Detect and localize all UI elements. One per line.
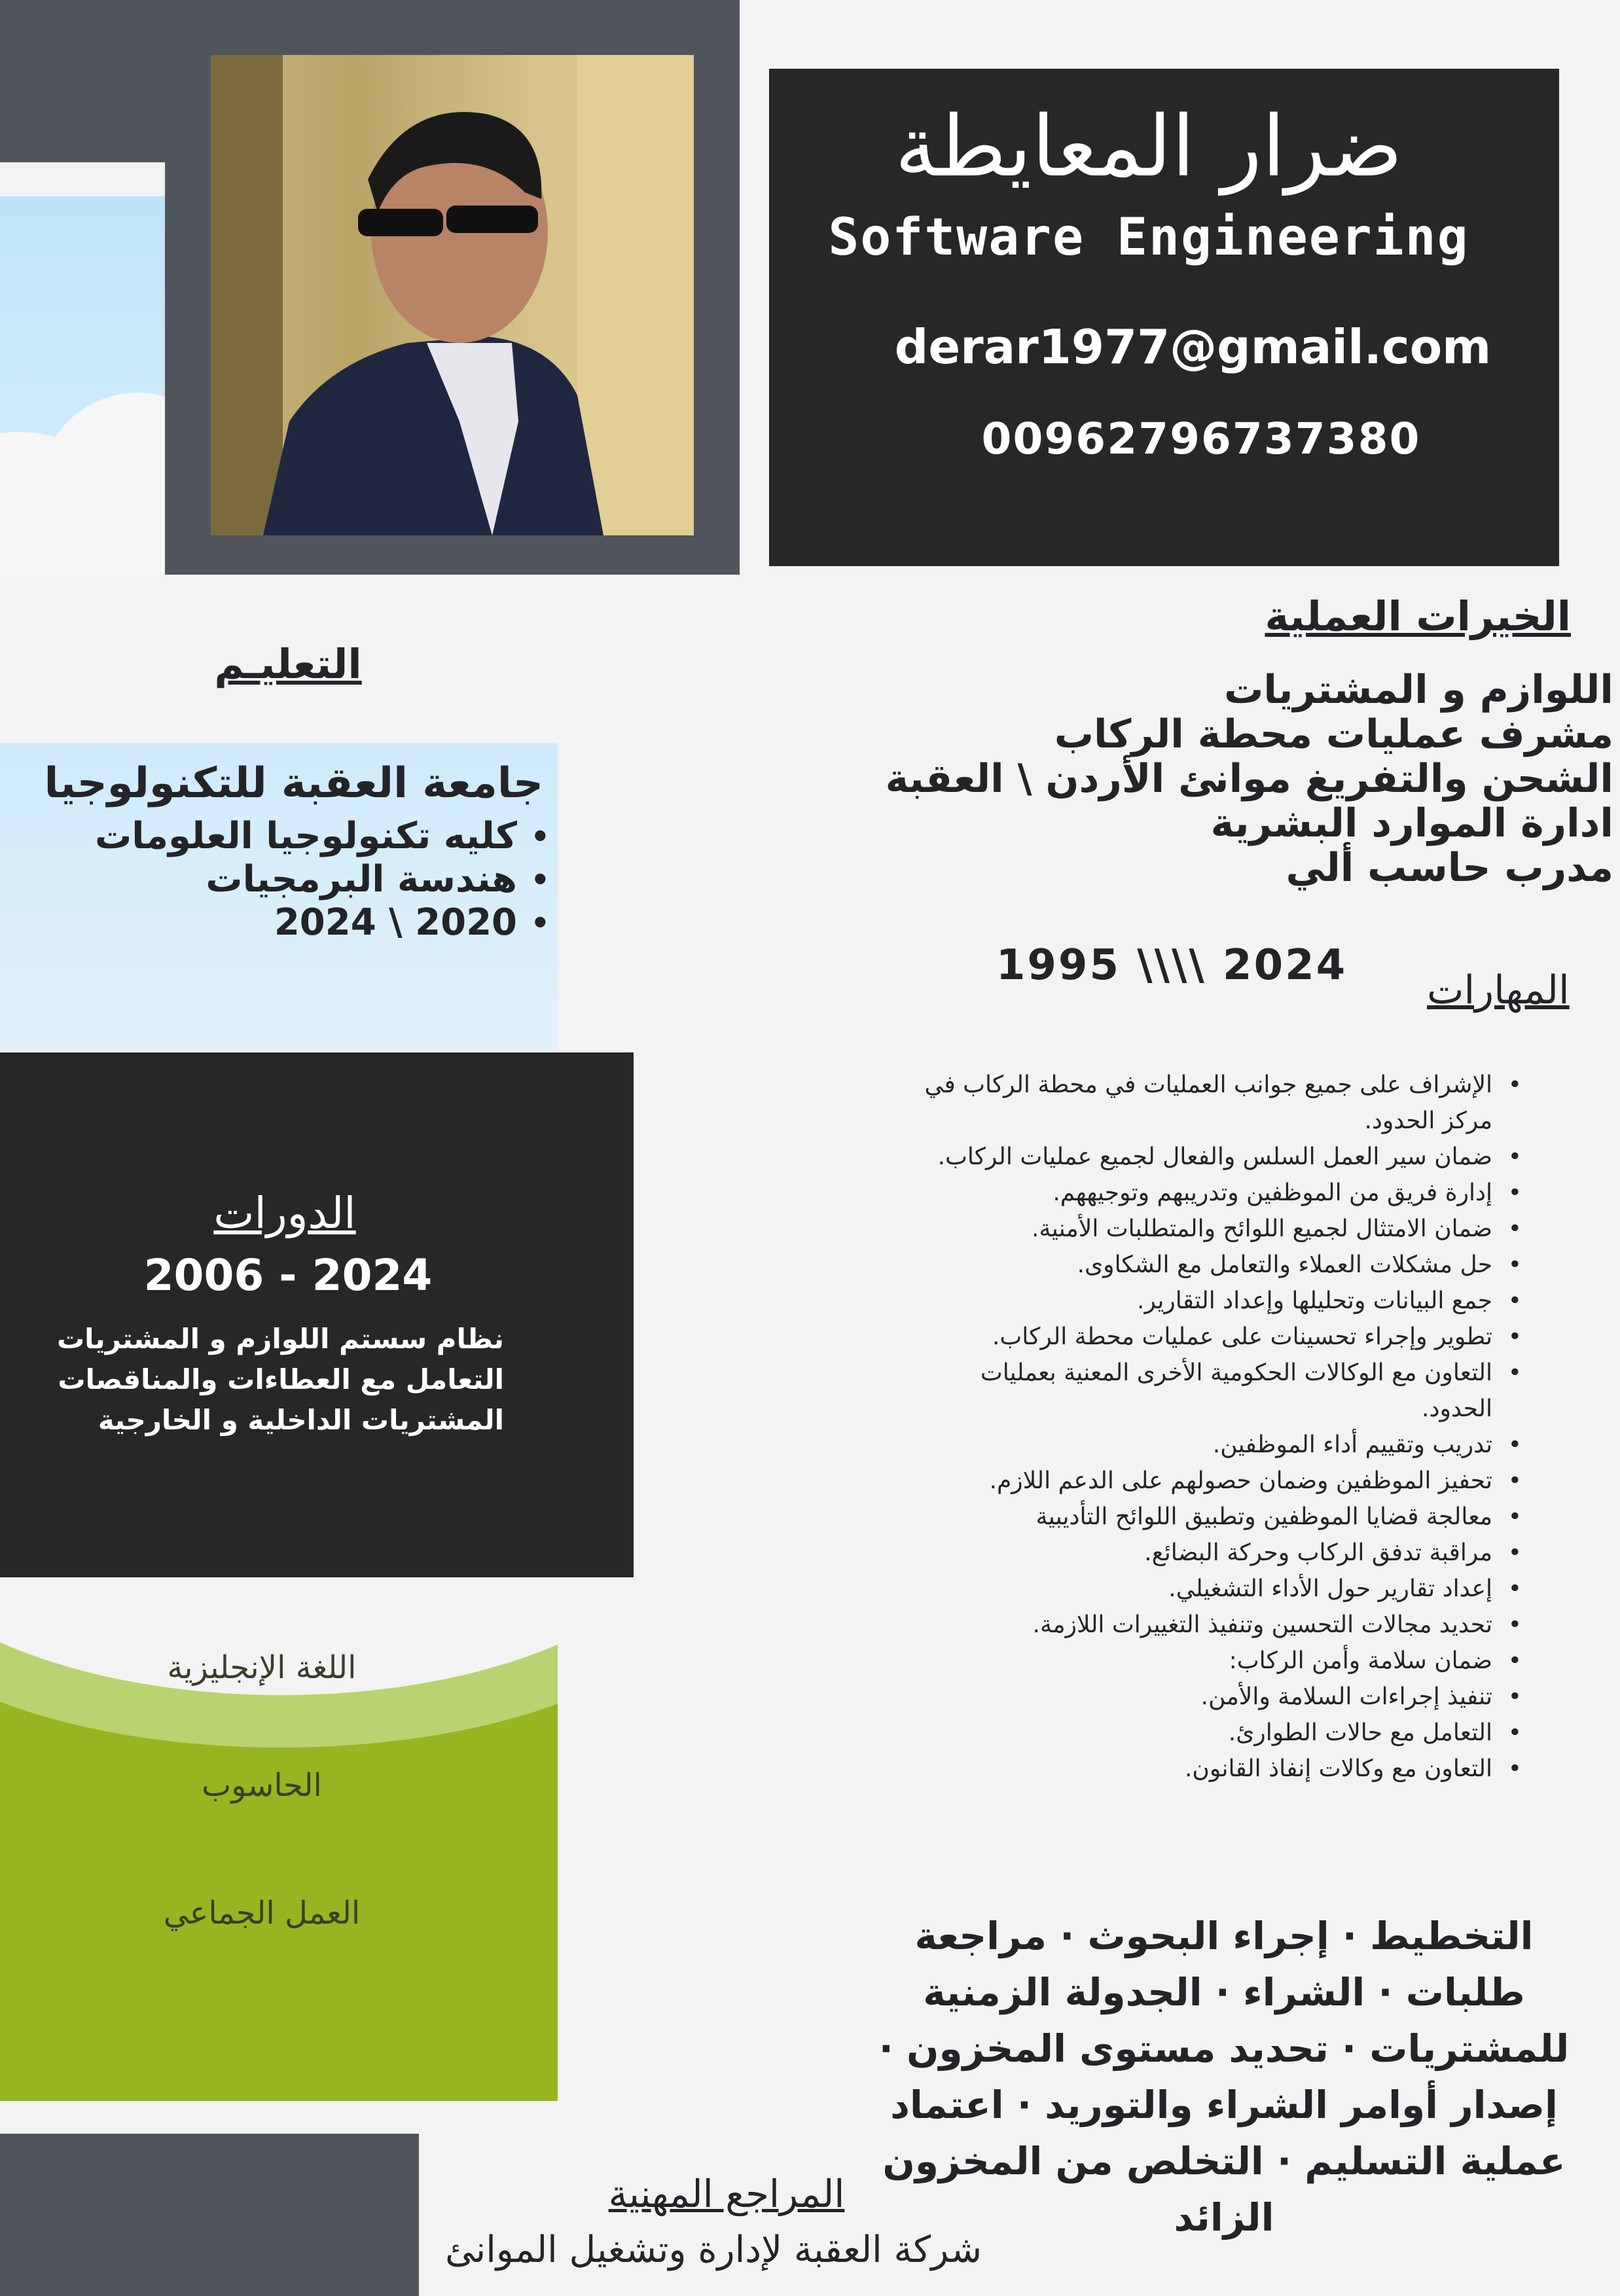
course-line: المشتريات الداخلية و الخارجية	[98, 1404, 504, 1436]
duty-item: • التعامل مع حالات الطوارئ.	[907, 1715, 1492, 1751]
courses-years: 2006 - 2024	[143, 1250, 433, 1300]
duty-item: • الإشراف على جميع جوانب العمليات في محطة الركاب في مركز الحدود.	[907, 1067, 1492, 1139]
education-item: • كليه تكنولوجيا العلومات	[20, 815, 517, 858]
bottom-grey-block	[0, 2134, 419, 2296]
profession-title: Software Engineering	[828, 208, 1469, 267]
duty-item: • معالجة قضايا الموظفين وتطبيق اللوائح التأديبية	[907, 1499, 1492, 1535]
education-heading: التعليـم	[214, 640, 362, 688]
education-list	[20, 815, 556, 944]
duty-item: • ضمان سلامة وأمن الركاب:	[907, 1643, 1492, 1679]
experience-item: اللوازم و المشتريات	[1224, 667, 1613, 713]
phone-number: 00962796737380	[981, 414, 1421, 464]
duty-item: • التعاون مع وكالات إنفاذ القانون.	[907, 1751, 1492, 1787]
duty-item: • تحفيز الموظفين وضمان حصولهم على الدعم اللازم.	[907, 1463, 1492, 1499]
skills-heading: المهارات	[1427, 967, 1570, 1013]
duty-item: • حل مشكلات العملاء والتعامل مع الشكاوى.	[907, 1247, 1492, 1283]
experience-years: 1995 \\\\ 2024	[996, 941, 1348, 990]
education-university: جامعة العقبة للتكنولوجيا	[44, 759, 543, 808]
duty-item: • إعداد تقارير حول الأداء التشغيلي.	[907, 1571, 1492, 1607]
experience-item: مدرب حاسب ألي	[1286, 845, 1613, 891]
duty-item: • جمع البيانات وتحليلها وإعداد التقارير.	[907, 1283, 1492, 1319]
duty-item: • مراقبة تدفق الركاب وحركة البضائع.	[907, 1535, 1492, 1571]
courses-heading: الدورات	[213, 1188, 356, 1238]
duty-item: • تنفيذ إجراءات السلامة والأمن.	[907, 1679, 1492, 1715]
duty-item: • التعاون مع الوكالات الحكومية الأخرى المعنية بعمليات الحدود.	[907, 1355, 1492, 1427]
course-line: التعامل مع العطاءات والمناقصات	[58, 1363, 504, 1395]
duty-item: • ضمان الامتثال لجميع اللوائح والمتطلبات الأمنية.	[907, 1211, 1492, 1247]
planning-skills-text: التخطيط · إجراء البحوث · مراجعة طلبات · الشراء · الجدولة الزمنية للمشتريات · تحديد مستوى المخزون · إصدار أوامر الشراء والتوريد · اعتماد عملية التسليم · التخلص من المخزون الزائد	[878, 1914, 1570, 2240]
experience-item: مشرف عمليات محطة الركاب	[1054, 711, 1613, 757]
sky-decoration	[0, 196, 165, 576]
experience-heading: الخيرات العملية	[1265, 592, 1571, 640]
references-heading: المراجع المهنية	[608, 2172, 845, 2216]
education-item: • هندسة البرمجيات	[20, 858, 517, 901]
person-name: ضرار المعايطة	[895, 98, 1403, 196]
duty-item: • تطوير وإجراء تحسينات على عمليات محطة الركاب.	[907, 1319, 1492, 1355]
email-address: derar1977@gmail.com	[894, 319, 1492, 374]
personal-skill: اللغة الإنجليزية	[167, 1649, 357, 1686]
experience-item: ادارة الموارد البشرية	[1210, 800, 1613, 846]
experience-item: الشحن والتفريغ موانئ الأردن \ العقبة	[885, 756, 1613, 802]
duty-item: • ضمان سير العمل السلس والفعال لجميع عمليات الركاب.	[907, 1139, 1492, 1175]
personal-skill: العمل الجماعي	[163, 1895, 361, 1931]
duty-item: • إدارة فريق من الموظفين وتدريبهم وتوجيههم.	[907, 1175, 1492, 1211]
duties-list	[907, 1067, 1528, 1787]
references-body: شركة العقبة لإدارة وتشغيل الموانئ	[444, 2229, 982, 2271]
personal-skill: الحاسوب	[202, 1767, 322, 1804]
duty-item: • تدريب وتقييم أداء الموظفين.	[907, 1427, 1492, 1463]
education-item: • 2020 \ 2024	[20, 901, 517, 944]
duty-item: • تحديد مجالات التحسين وتنفيذ التغييرات اللازمة.	[907, 1607, 1492, 1643]
courses-list	[39, 1319, 504, 1441]
courses-box	[0, 1052, 634, 1577]
profile-photo	[211, 55, 694, 535]
cloud-shape	[0, 511, 165, 576]
experience-list	[885, 667, 1613, 891]
course-line: نظام سستم اللوازم و المشتريات	[56, 1323, 504, 1355]
